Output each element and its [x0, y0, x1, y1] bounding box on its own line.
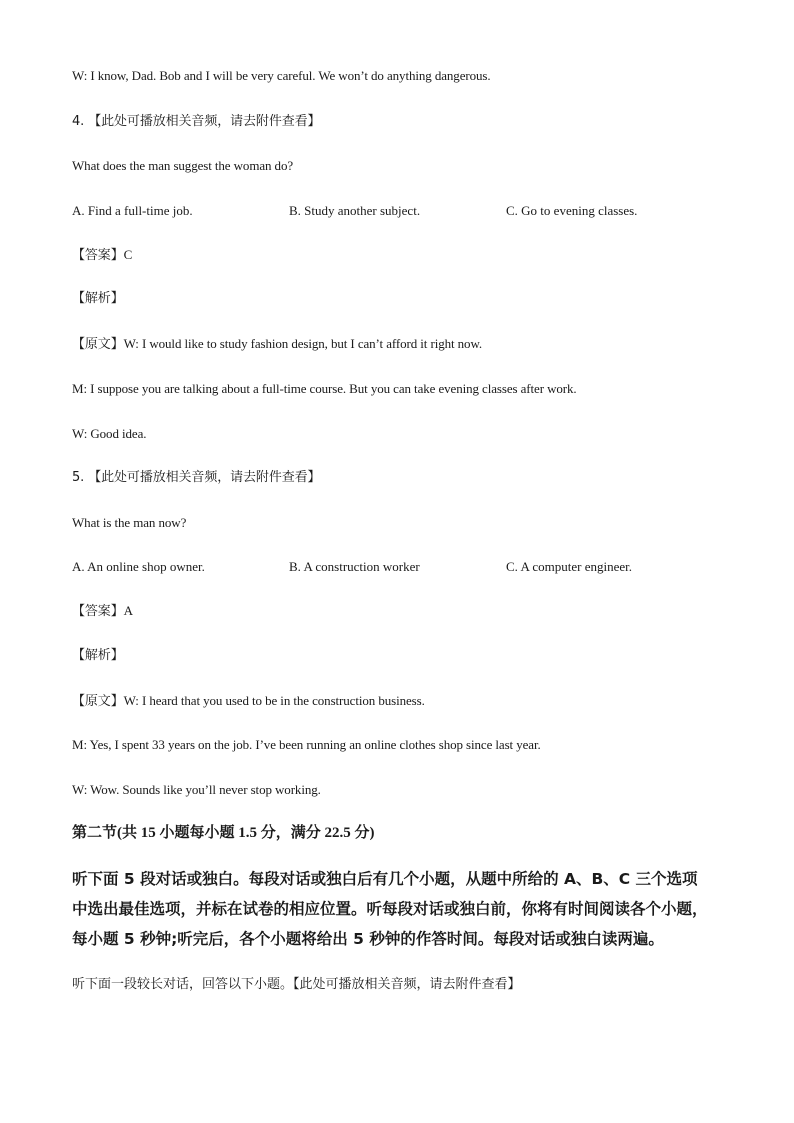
dialogue-line: M: Yes, I spent 33 years on the job. I’ve been running an online clothes shop since last year.: [72, 737, 541, 752]
question-5-text: What is the man now?: [72, 515, 187, 530]
option-a: A. Find a full-time job.: [72, 203, 193, 218]
section-2-title: 第二节(共 15 小题每小题 1.5 分，满分 22.5 分): [72, 825, 375, 841]
question-4-text: What does the man suggest the woman do?: [72, 158, 294, 173]
original-tag: 【原文】: [72, 337, 124, 352]
instruction-line: 中选出最佳选项，并标在试卷的相应位置。听每段对话或独白前，你将有时间阅读各个小题，: [72, 900, 708, 918]
option-a: A. An online shop owner.: [72, 559, 205, 574]
instruction-line: 每小题 5 秒钟;听完后，各个小题将给出 5 秒钟的作答时间。每段对话或独白读两遍。: [72, 930, 664, 948]
question-4-answer: [72, 247, 132, 264]
listening-note: 听下面一段较长对话，回答以下小题。【此处可播放相关音频，请去附件查看】: [72, 977, 521, 992]
answer-tag: 【答案】: [72, 604, 124, 619]
dialogue-line: W: Good idea.: [72, 426, 147, 441]
option-b: B. Study another subject.: [289, 203, 421, 218]
question-4-analysis: 【解析】: [72, 291, 124, 306]
answer-tag: 【答案】: [72, 248, 124, 263]
instruction-line: 听下面 5 段对话或独白。每段对话或独白后有几个小题，从题中所给的 A、B、C 三个选项: [72, 870, 698, 888]
dialogue-line: W: I know, Dad. Bob and I will be very careful. We won’t do anything dangerous.: [72, 68, 491, 83]
question-4-original: [72, 336, 482, 353]
question-5-answer: [72, 603, 133, 620]
dialogue-line: W: Wow. Sounds like you’ll never stop working.: [72, 782, 321, 797]
question-4-header: 4. 【此处可播放相关音频，请去附件查看】: [72, 114, 321, 129]
dialogue-line: M: I suppose you are talking about a full-time course. But you can take evening classes after work.: [72, 381, 577, 396]
question-5-original: [72, 693, 425, 710]
option-b: B. A construction worker: [289, 559, 420, 574]
option-c: C. A computer engineer.: [506, 559, 633, 574]
option-c: C. Go to evening classes.: [506, 203, 638, 218]
question-5-analysis: 【解析】: [72, 648, 124, 663]
section-2-instructions: [72, 864, 732, 954]
original-text: W: I heard that you used to be in the construction business.: [123, 693, 425, 708]
answer-value: A: [123, 603, 133, 618]
original-tag: 【原文】: [72, 694, 124, 709]
original-text: W: I would like to study fashion design, but I can’t afford it right now.: [123, 336, 483, 351]
question-5-header: 5. 【此处可播放相关音频，请去附件查看】: [72, 470, 321, 485]
answer-value: C: [123, 247, 133, 262]
